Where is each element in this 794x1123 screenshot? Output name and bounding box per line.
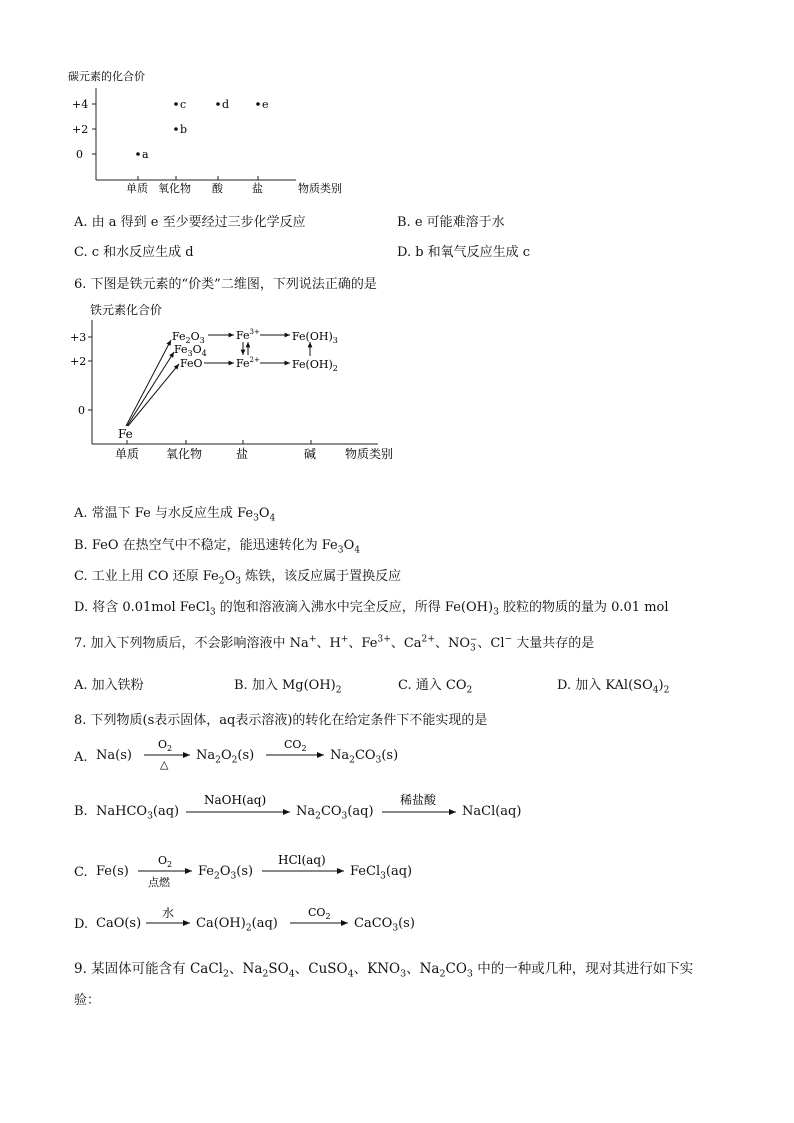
q7-option-b[interactable]: B. 加入 $Mg(OH)_2$: [234, 678, 342, 696]
q8-c-arrow1: [136, 852, 196, 892]
svg-text:O2: $O_2$: [158, 738, 173, 753]
q6-option-a[interactable]: A. 常温下 Fe 与水反应生成 $Fe_3O_4$: [74, 506, 276, 524]
carbon-xtick-label: 盐: [252, 182, 263, 195]
iron-chart-svg: [60, 300, 405, 465]
q8-a-label: A.: [74, 750, 88, 765]
iron-species-fe2plus: $Fe^{2+}$: [236, 356, 260, 370]
q6-option-c[interactable]: C. 工业上用 CO 还原 $Fe_2O_3$ 炼铁，该反应属于置换反应: [74, 569, 402, 587]
q8-option-b[interactable]: [74, 790, 534, 826]
arrow-fe-to-fe2o3: [126, 340, 171, 426]
q8-b-arrow2: [380, 790, 460, 826]
iron-species-fe3plus: $Fe^{3+}$: [236, 328, 260, 342]
arrow-fe-to-fe3o4: [127, 352, 174, 426]
carbon-ytick-label: 0: [76, 148, 83, 161]
q8-c-reactant: Fe(s): [96, 864, 129, 879]
q8-b-label: B.: [74, 804, 88, 819]
iron-chart-ylabel: 铁元素化合价: [90, 303, 163, 317]
q8-c-label: C.: [74, 865, 88, 880]
q8-c-product1: $Fe_2O_3(s)$: [198, 864, 254, 882]
carbon-xtick-label: 单质: [126, 182, 148, 195]
iron-ytick-label: +2: [70, 355, 87, 368]
iron-chart-xlabel: 物质类别: [345, 447, 394, 461]
q6-stem: 6. 下图是铁元素的“价类”二维图，下列说法正确的是: [74, 277, 377, 292]
q5-option-c[interactable]: C. c 和水反应生成 d: [74, 245, 194, 260]
q8-d-label: D.: [74, 917, 89, 932]
carbon-ytick-label: +4: [72, 98, 89, 111]
q8-d-product1: $Ca(OH)_2(aq)$: [196, 916, 278, 934]
q9-stem: 9. 某固体可能含有 CaCl$_2$、$Na_2SO_4$、CuSO$_4$、$KNO_3$、$Na_2CO_3$ 中的一种或几种，现对其进行如下实: [74, 961, 694, 980]
svg-text:稀盐酸: 稀盐酸: [400, 793, 437, 807]
carbon-point-d: [216, 102, 220, 106]
q5-option-a[interactable]: A. 由 a 得到 e 至少要经过三步化学反应: [74, 215, 306, 230]
carbon-point-b: [174, 127, 178, 131]
carbon-chart-xlabel: 物质类别: [298, 182, 342, 195]
q8-d-product2: CaCO$_3$(s): [354, 916, 415, 934]
carbon-point-c: [174, 102, 178, 106]
svg-text:CO2: $CO_2$: [284, 738, 307, 753]
q9-stem-line2: 验：: [74, 993, 101, 1008]
iron-xtick-label: 盐: [236, 447, 249, 461]
iron-species-fe: Fe: [118, 427, 133, 441]
iron-ytick-label: 0: [78, 404, 85, 417]
q8-a-product1: $Na_2O_2(s)$: [196, 748, 255, 766]
q8-stem: 8. 下列物质(s表示固体，aq表示溶液)的转化在给定条件下不能实现的是: [74, 713, 488, 728]
carbon-point-label: b: [180, 123, 188, 136]
q5-option-b[interactable]: B. e 可能难溶于水: [397, 215, 505, 230]
q8-d-reactant: CaO(s): [96, 916, 142, 931]
q6-option-b[interactable]: B. FeO 在热空气中不稳定，能迅速转化为 $Fe_3O_4$: [74, 538, 361, 556]
iron-ytick-label: +3: [70, 331, 87, 344]
iron-species-feoh3: $Fe(OH)_3$: [292, 330, 338, 345]
q8-d-arrow1: [144, 904, 194, 940]
carbon-point-label: a: [142, 148, 149, 161]
iron-chart: [60, 300, 405, 465]
q7-option-d[interactable]: D. 加入 $KAl(SO_4)_2$: [557, 678, 670, 696]
carbon-point-label: c: [180, 98, 187, 111]
iron-xtick-label: 氧化物: [166, 447, 203, 461]
svg-text:O2: $O_2$: [158, 854, 173, 869]
iron-species-fe3o4: $Fe_3O_4$: [174, 343, 207, 358]
svg-text:NaOH(aq): NaOH(aq): [204, 793, 267, 807]
svg-text:点燃: 点燃: [148, 876, 170, 889]
q7-option-c[interactable]: C. 通入 $CO_2$: [398, 678, 473, 696]
svg-text:△: △: [160, 758, 169, 771]
iron-xtick-label: 碱: [304, 447, 317, 461]
svg-text:水: 水: [162, 906, 175, 920]
q6-option-d[interactable]: D. 将含 0.01mol FeCl$_3$ 的饱和溶液滴入沸水中完全反应，所得 $Fe(OH)_3$ 胶粒的物质的量为 0.01 mol: [74, 600, 669, 618]
q8-b-product2: NaCl(aq): [462, 804, 522, 819]
carbon-point-label: d: [222, 98, 230, 111]
q7-stem: 7. 加入下列物质后，不会影响溶液中 Na+、H+、$Fe^{3+}$、$Ca^{2+}$、$NO_3^-$、Cl− 大量共存的是: [74, 634, 595, 654]
iron-xtick-label: 单质: [115, 447, 140, 461]
q8-option-c[interactable]: [74, 852, 494, 892]
carbon-xtick-label: 酸: [212, 182, 223, 195]
q8-a-arrow1: [142, 736, 194, 772]
carbon-ytick-label: +2: [72, 123, 89, 136]
carbon-chart-svg: [60, 66, 360, 198]
carbon-point-e: [256, 102, 260, 106]
carbon-chart-ylabel: 碳元素的化合价: [68, 70, 145, 83]
svg-text:CO2: $CO_2$: [308, 906, 331, 921]
svg-text:HCl(aq): HCl(aq): [278, 853, 326, 867]
q8-d-arrow2: [288, 904, 352, 940]
q8-option-a[interactable]: [74, 736, 474, 772]
q8-option-d[interactable]: [74, 904, 474, 940]
carbon-point-a: [136, 152, 140, 156]
carbon-point-label: e: [262, 98, 269, 111]
carbon-xtick-label: 氧化物: [158, 182, 191, 195]
q8-c-product2: FeCl$_3$(aq): [350, 864, 413, 882]
iron-species-fe2o3: $Fe_2O_3$: [172, 330, 205, 345]
q8-c-arrow2: [260, 852, 348, 892]
iron-species-feo: FeO: [180, 357, 203, 370]
q8-b-arrow1: [184, 790, 294, 826]
q7-option-a[interactable]: A. 加入铁粉: [74, 678, 144, 693]
q8-a-arrow2: [264, 736, 328, 772]
q8-b-product1: $Na_2CO_3(aq)$: [296, 804, 374, 822]
q8-b-reactant: NaHCO$_3$(aq): [96, 804, 180, 822]
q8-a-reactant: Na(s): [96, 748, 132, 763]
q5-option-d[interactable]: D. b 和氧气反应生成 c: [397, 245, 531, 260]
carbon-chart: [60, 66, 360, 198]
q8-a-product2: $Na_2CO_3(s)$: [330, 748, 399, 766]
iron-species-feoh2: $Fe(OH)_2$: [292, 358, 338, 373]
